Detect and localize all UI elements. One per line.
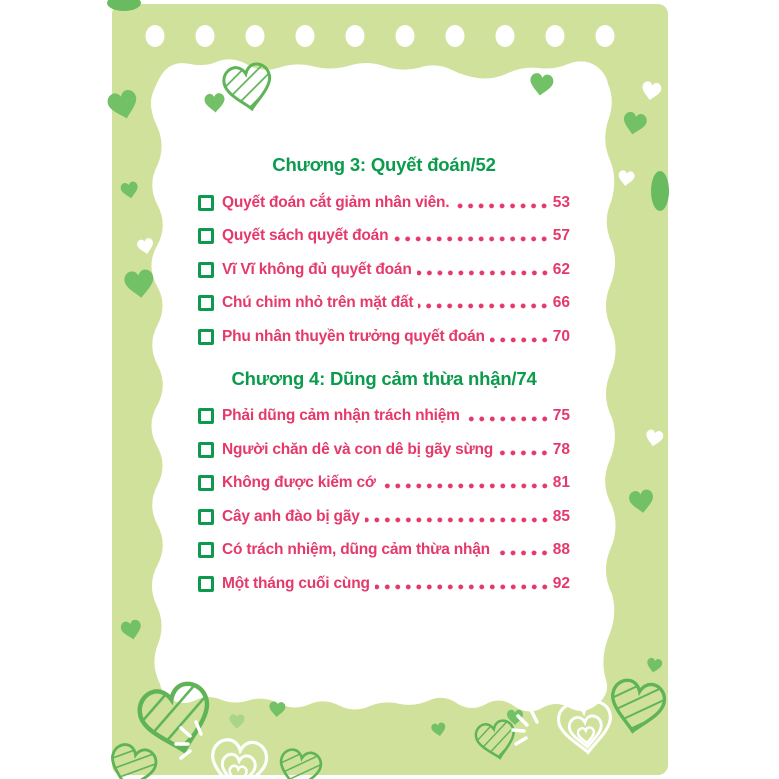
toc-page-number: 81 (552, 474, 570, 492)
toc-item (198, 186, 570, 220)
checkbox-icon (198, 295, 214, 311)
toc-page-number: 57 (552, 227, 570, 245)
toc-item (198, 253, 570, 287)
toc-item-label: Không được kiếm cớ (222, 474, 376, 492)
checkbox-icon (198, 329, 214, 345)
table-of-contents (198, 150, 570, 601)
dot-leader (465, 409, 550, 425)
chapter-4-title: Chương 4: Dũng cảm thừa nhận/74 (231, 367, 537, 389)
dot-leader (454, 196, 549, 212)
checkbox-icon (198, 228, 214, 244)
dot-leader (498, 443, 550, 459)
toc-item (198, 534, 570, 568)
toc-item (198, 567, 570, 601)
toc-item (198, 220, 570, 254)
toc-item-label: Người chăn dê và con dê bị gãy sừng (222, 440, 494, 458)
dot-leader (490, 330, 550, 346)
toc-item (198, 467, 570, 501)
toc-page-number: 62 (552, 260, 570, 278)
checkbox-icon (198, 442, 214, 458)
toc-item (198, 433, 570, 467)
chapter-3-title: Chương 3: Quyết đoán/52 (272, 154, 496, 175)
checkbox-icon (198, 408, 214, 424)
toc-item (198, 320, 570, 354)
toc-item-label: Vĩ Vĩ không đủ quyết đoán (222, 260, 412, 278)
dot-leader (393, 229, 549, 245)
toc-page-number: 66 (552, 294, 570, 312)
checkbox-icon (198, 262, 214, 278)
checkbox-icon (198, 542, 214, 558)
toc-page-number: 70 (552, 327, 570, 345)
checkbox-icon (198, 576, 214, 592)
toc-page-number: 53 (552, 193, 570, 211)
toc-item (198, 287, 570, 321)
toc-item-label: Quyết sách quyết đoán (222, 227, 389, 245)
toc-item-label: Quyết đoán cắt giảm nhân viên. (222, 193, 450, 211)
dot-leader (375, 577, 550, 593)
dot-leader (417, 263, 550, 279)
toc-page-number: 85 (552, 507, 570, 525)
toc-item-label: Có trách nhiệm, dũng cảm thừa nhận (222, 541, 490, 559)
toc-page-number: 75 (552, 407, 570, 425)
toc-item-label: Cây anh đào bị gãy (222, 507, 360, 525)
checkbox-icon (198, 195, 214, 211)
toc-page-number: 88 (552, 541, 570, 559)
toc-item-label: Một tháng cuối cùng (222, 574, 370, 592)
chapter-4-items (198, 400, 570, 601)
toc-item-label: Phải dũng cảm nhận trách nhiệm (222, 407, 460, 425)
chapter-3-items (198, 186, 570, 354)
green-blob (651, 171, 669, 211)
checkbox-icon (198, 475, 214, 491)
toc-page-number: 92 (552, 574, 570, 592)
dot-leader (365, 510, 550, 526)
toc-item-label: Phu nhân thuyền trưởng quyết đoán (222, 327, 485, 345)
toc-item (198, 400, 570, 434)
dot-leader (495, 543, 550, 559)
toc-page-number: 78 (552, 440, 570, 458)
checkbox-icon (198, 509, 214, 525)
dot-leader (381, 476, 550, 492)
dot-leader (418, 296, 549, 312)
toc-item (198, 500, 570, 534)
toc-item-label: Chú chim nhỏ trên mặt đất (222, 294, 414, 312)
